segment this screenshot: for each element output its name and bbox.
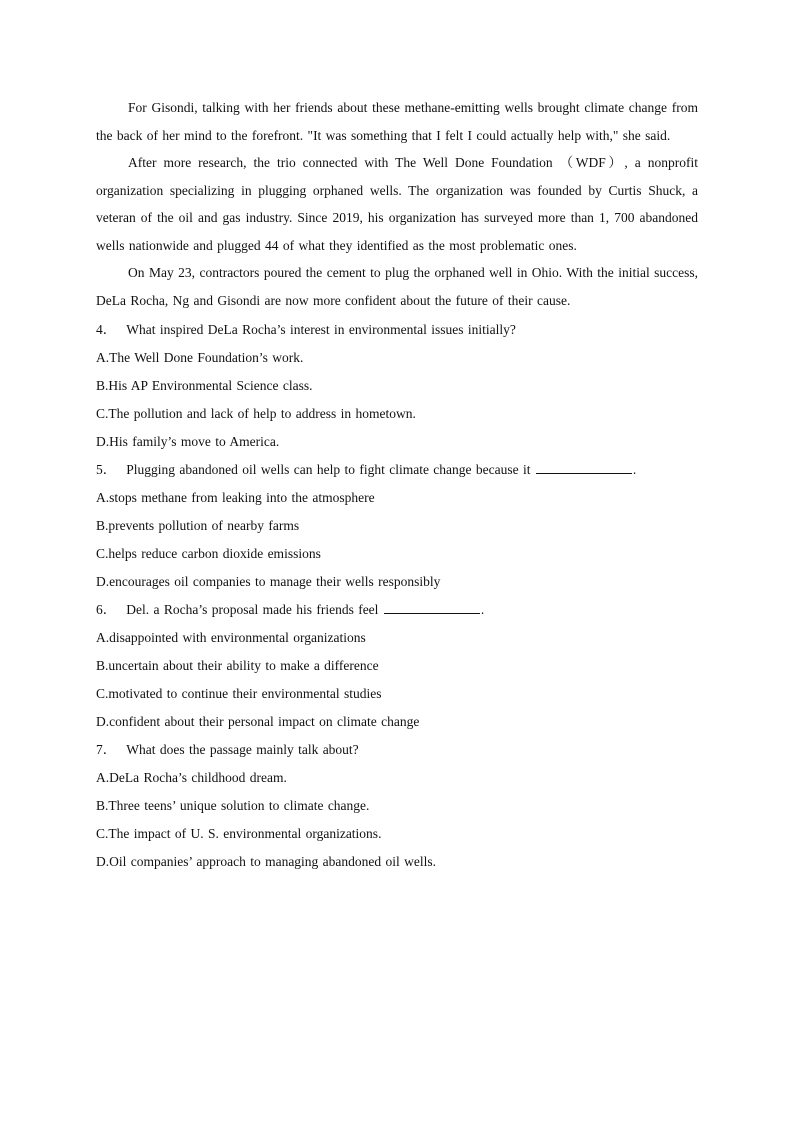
question-7: [96, 736, 698, 876]
answer-blank: [536, 461, 632, 474]
question-stem: [96, 736, 698, 764]
option-d: D.Oil companies’ approach to managing abandoned oil wells.: [96, 854, 437, 869]
question-number: 7．: [96, 742, 117, 757]
option-d: D.His family’s move to America.: [96, 434, 280, 449]
question-stem: [96, 456, 698, 484]
question-text: What inspired DeLa Rocha’s interest in environmental issues initially?: [126, 322, 516, 337]
option-c: C.The impact of U. S. environmental organizations.: [96, 826, 382, 841]
question-6: [96, 596, 698, 736]
option-c: C.motivated to continue their environmental studies: [96, 686, 382, 701]
option-b: B.His AP Environmental Science class.: [96, 378, 313, 393]
option-a: A.disappointed with environmental organizations: [96, 630, 366, 645]
question-stem: [96, 316, 698, 344]
passage-paragraph-1: For Gisondi, talking with her friends about these methane-emitting wells brought climate change from the back of her mind to the forefront. "It was something that I felt I could actually help with," she said.: [96, 100, 698, 143]
question-5: [96, 456, 698, 596]
question-stem-end: .: [632, 462, 637, 477]
question-text: Plugging abandoned oil wells can help to fight climate change because it: [126, 462, 531, 477]
option-a: A.The Well Done Foundation’s work.: [96, 350, 304, 365]
passage-paragraph-3: On May 23, contractors poured the cement to plug the orphaned well in Ohio. With the initial success, DeLa Rocha, Ng and Gisondi are now more confident about the future of their cause.: [96, 265, 698, 308]
option-a: A.stops methane from leaking into the atmosphere: [96, 490, 375, 505]
question-number: 6．: [96, 602, 117, 617]
question-4: [96, 316, 698, 456]
option-c: C.helps reduce carbon dioxide emissions: [96, 546, 321, 561]
question-number: 4．: [96, 322, 117, 337]
reading-passage: [96, 94, 698, 314]
option-b: B.prevents pollution of nearby farms: [96, 518, 300, 533]
option-a: A.DeLa Rocha’s childhood dream.: [96, 770, 287, 785]
question-stem: [96, 596, 698, 624]
option-c: C.The pollution and lack of help to address in hometown.: [96, 406, 416, 421]
option-b: B.uncertain about their ability to make a difference: [96, 658, 379, 673]
question-number: 5．: [96, 462, 117, 477]
option-d: D.encourages oil companies to manage their wells responsibly: [96, 574, 441, 589]
option-b: B.Three teens’ unique solution to climate change.: [96, 798, 370, 813]
answer-blank: [384, 601, 480, 614]
question-text: Del. a Rocha’s proposal made his friends feel: [126, 602, 379, 617]
option-d: D.confident about their personal impact on climate change: [96, 714, 420, 729]
question-list: [96, 316, 698, 876]
passage-paragraph-2: After more research, the trio connected with The Well Done Foundation （WDF）, a nonprofit organization specializing in plugging orphaned wells. The organization was founded by Curtis Shuck, a veteran of the oil and gas industry. Since 2019, his organization has surveyed more than 1, 700 abandoned wells nationwide and plugged 44 of what they identified as the most problematic ones.: [96, 155, 698, 253]
document-page: [96, 94, 698, 876]
question-text: What does the passage mainly talk about?: [126, 742, 359, 757]
question-stem-end: .: [480, 602, 485, 617]
